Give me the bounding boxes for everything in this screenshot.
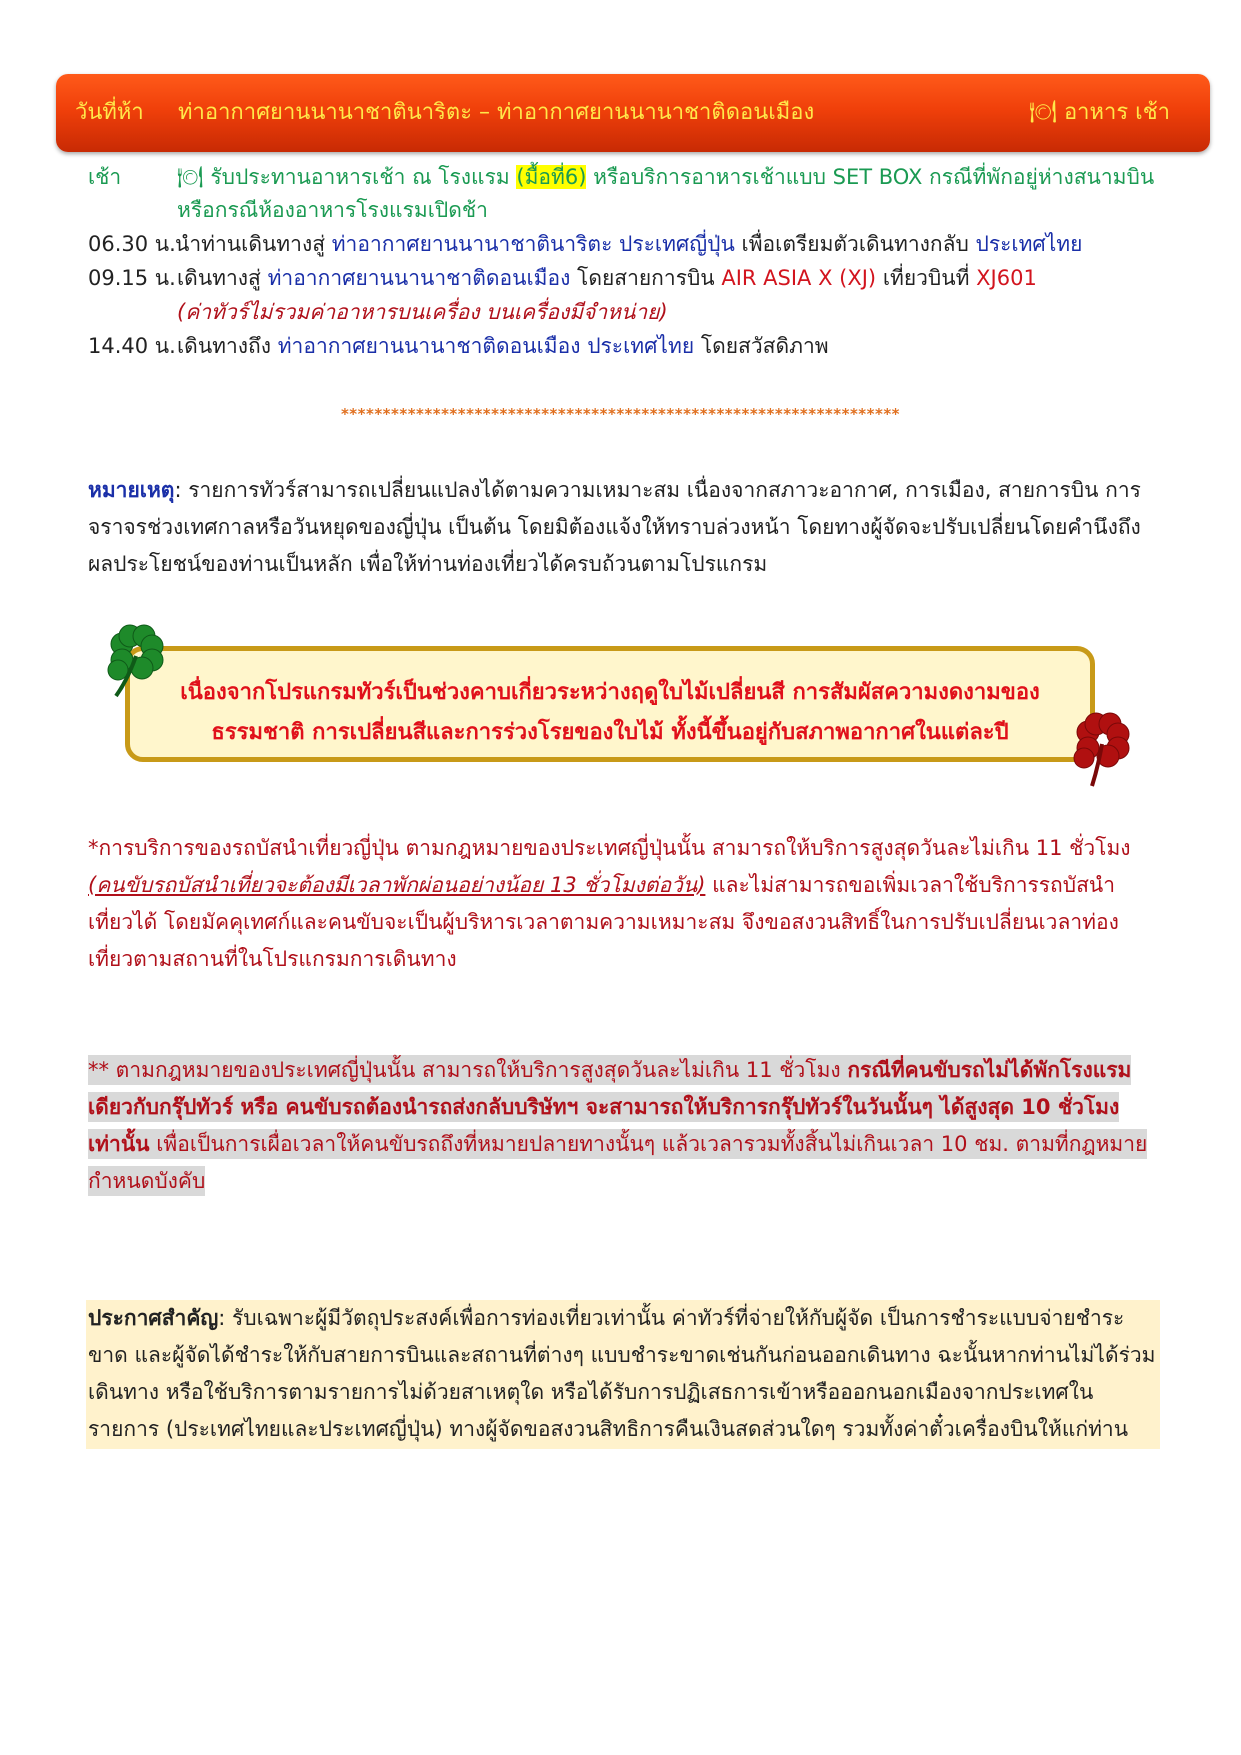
row-text (177, 262, 1037, 295)
meal-info (1029, 94, 1170, 129)
row-time: 09.15 น. (88, 266, 176, 290)
announcement-label: ประกาศสำคัญ (88, 1306, 219, 1330)
remark-text: : รายการทัวร์สามารถเปลี่ยนแปลงได้ตามความเหมาะสม เนื่องจากสภาวะอากาศ, การเมือง, สายการบิน การจราจรช่วงเทศกาลหรือวันหยุดของญี่ปุ่น เป็นต้น โดยมิต้องแจ้งให้ทราบล่วงหน้า โดยทางผู้จัดจะปรับเปลี่ยนโดยคำนึงถึงผลประโยชน์ของท่านเป็นหลัก เพื่อให้ท่านท่องเที่ยวได้ครบถ้วนตามโปรแกรม (88, 478, 1141, 576)
row-time: 14.40 น. (88, 334, 176, 358)
text: ** ตามกฎหมายของประเทศญี่ปุ่นนั้น สามารถให้บริการสูงสุดวันละไม่เกิน 11 ชั่วโมง (88, 1058, 848, 1082)
day-label: วันที่ห้า (75, 100, 144, 125)
row-time: 06.30 น. (88, 232, 176, 256)
clover-icon (100, 624, 170, 702)
remark-label: หมายเหตุ (88, 478, 175, 502)
plate-icon: 🍽 (1029, 100, 1057, 125)
meal-label: อาหาร เช้า (1063, 100, 1170, 125)
row-text (177, 330, 829, 363)
destination: ท่าอากาศยานนานาชาติดอนเมือง ประเทศไทย (277, 334, 695, 358)
text: เดินทางสู่ (177, 266, 268, 290)
text: รับประทานอาหารเช้า ณ โรงแรม (210, 165, 517, 189)
row-text (177, 161, 1154, 194)
announcement-block (86, 1300, 1160, 1449)
text: โดยสวัสดิภาพ (694, 334, 829, 358)
announcement-text: : รับเฉพาะผู้มีวัตถุประสงค์เพื่อการท่องเที่ยวเท่านั้น ค่าทัวร์ที่จ่ายให้กับผู้จัด เป็นการชำระแบบจ่ายชำระขาด และผู้จัดได้ชำระให้กับสายการบินและสถานที่ต่างๆ แบบชำระขาดเช่นกันก่อนออกเดินทาง ฉะนั้นหากท่านไม่ได้ร่วมเดินทาง หรือใช้บริการตามรายการไม่ด้วยสาเหตุใด หรือได้รับการปฏิเสธการเข้าหรือออกนอกเมืองจากประเทศในรายการ (ประเทศไทยและประเทศญี่ปุ่น) ทางผู้จัดขอสงวนสิทธิการคืนเงินสดส่วนใดๆ รวมทั้งค่าตั๋วเครื่องบินให้แก่ท่าน (88, 1306, 1156, 1441)
text: โดยสายการบิน (570, 266, 722, 290)
day-header (56, 74, 1210, 152)
text: เพื่อเตรียมตัวเดินทางกลับ (734, 232, 976, 256)
season-note-line2: ธรรมชาติ การเปลี่ยนสีและการร่วงโรยของใบไม้ ทั้งนี้ขึ้นอยู่กับสภาพอากาศในแต่ละปี (211, 720, 1009, 745)
row-text: หรือกรณีห้องอาหารโรงแรมเปิดช้า (177, 198, 488, 222)
meal-note: (ค่าทัวร์ไม่รวมค่าอาหารบนเครื่อง บนเครื่องมีจำหน่าย) (177, 300, 668, 324)
driver-rest-note: (คนขับรถบัสนำเที่ยวจะต้องมีเวลาพักผ่อนอย่างน้อย 13 ชั่วโมงต่อวัน) (88, 873, 706, 897)
bus-service-paragraph (88, 830, 1156, 978)
separator: ******************************************************************* (340, 405, 901, 423)
clover-icon (1066, 712, 1136, 790)
text: *การบริการของรถบัสนำเที่ยวญี่ปุ่น ตามกฎหมายของประเทศญี่ปุ่นนั้น สามารถให้บริการสูงสุดวันละไม่เกิน 11 ชั่วโมง (88, 836, 1131, 860)
destination: ท่าอากาศยานนานาชาตินาริตะ ประเทศญี่ปุ่น (331, 232, 735, 256)
driver-law-bold: กรณีที่คนขับรถไม่ได้พักโรงแรมเดียวกับกรุ๊ปทัวร์ หรือ คนขับรถต้องนำรถส่งกลับบริษัทฯ จะสามารถให้บริการกรุ๊ปทัวร์ในวันนั้นๆ ได้สูงสุด 10 ชั่วโมง เท่านั้น (88, 1058, 1132, 1156)
text: เที่ยวบินที่ (876, 266, 977, 290)
row-text (175, 228, 1082, 261)
text: นำท่านเดินทางสู่ (175, 232, 332, 256)
flight-number: XJ601 (976, 266, 1037, 290)
season-note-line1: เนื่องจากโปรแกรมทัวร์เป็นช่วงคาบเกี่ยวระหว่างฤดูใบไม้เปลี่ยนสี การสัมผัสความงดงามของ (180, 680, 1040, 705)
airline: AIR ASIA X (XJ) (721, 266, 877, 290)
text: หรือบริการอาหารเช้าแบบ SET BOX กรณีที่พักอยู่ห่างสนามบิน (586, 165, 1155, 189)
plate-icon: 🍽 (177, 165, 204, 189)
country: ประเทศไทย (975, 232, 1083, 256)
remark-paragraph (88, 472, 1156, 583)
driver-law-paragraph (88, 1052, 1158, 1200)
season-note-box (125, 646, 1095, 762)
highlight-meal-number: (มื้อที่6) (516, 165, 587, 189)
destination: ท่าอากาศยานนานาชาติดอนเมือง (267, 266, 571, 290)
text: เดินทางถึง (177, 334, 278, 358)
text: เพื่อเป็นการเผื่อเวลาให้คนขับรถถึงที่หมายปลายทางนั้นๆ แล้วเวลารวมทั้งสิ้นไม่เกินเวลา 10 ชม. ตามที่กฎหมายกำหนดบังคับ (88, 1132, 1148, 1193)
text: และไม่สามารถขอเพิ่มเวลาใช้บริการรถบัสนำเที่ยวได้ โดยมัคคุเทศก์และคนขับจะเป็นผู้บริหารเวลาตามความเหมาะสม จึงขอสงวนสิทธิ์ในการปรับเปลี่ยนเวลาท่องเที่ยวตามสถานที่ในโปรแกรมการเดินทาง (88, 873, 1119, 971)
route-title: ท่าอากาศยานนานาชาตินาริตะ – ท่าอากาศยานนานาชาติดอนเมือง (178, 100, 815, 125)
row-time: เช้า (88, 165, 122, 189)
